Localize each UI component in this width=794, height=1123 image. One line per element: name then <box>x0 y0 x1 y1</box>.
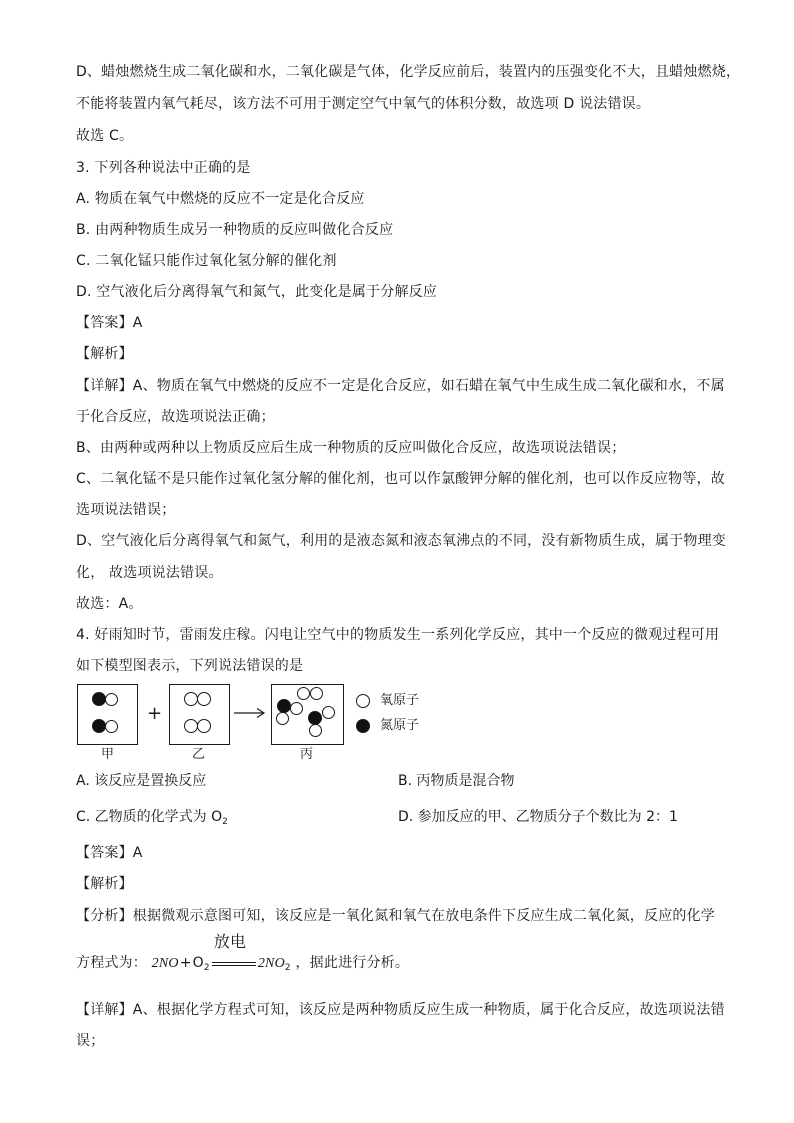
label-yi: 乙 <box>192 747 206 762</box>
detail-text: B、由两种或两种以上物质反应后生成一种物质的反应叫做化合反应，故选项说法错误； <box>76 440 626 456</box>
box-yi <box>169 684 230 745</box>
label-jia: 甲 <box>101 747 115 762</box>
detail-text: 【详解】A、物质在氧气中燃烧的反应不一定是化合反应，如石蜡在氧气中生成生成二氧化碳和水，不属 <box>76 378 725 394</box>
question-4-option-a: A. 该反应是置换反应 <box>76 773 207 789</box>
question-4-stem: 4. 好雨知时节，雷雨发庄稼。闪电让空气中的物质发生一系列化学反应，其中一个反应的微观过程可用 <box>76 627 720 643</box>
equation-line <box>76 932 410 978</box>
legend-nitrogen-icon <box>356 719 370 733</box>
oxygen-atom <box>276 712 289 725</box>
eq-coef: 2 <box>151 956 159 971</box>
eq-condition: 放电 <box>213 932 247 951</box>
oxygen-atom <box>310 687 323 700</box>
analysis-label: 【解析】 <box>76 346 133 362</box>
eq-coef: 2 <box>257 956 266 971</box>
oxygen-atom <box>309 724 322 737</box>
answer-label: 【答案】A <box>76 845 143 861</box>
analysis-label: 【解析】 <box>76 876 133 892</box>
oxygen-atom <box>184 692 198 706</box>
eq-formula: O <box>192 955 204 971</box>
question-4-option-b: B. 丙物质是混合物 <box>398 773 515 789</box>
box-jia <box>77 684 138 745</box>
question-3-option-d: D. 空气液化后分离得氧气和氮气，此变化是属于分解反应 <box>76 284 438 300</box>
nitrogen-atom <box>277 699 291 713</box>
oxygen-atom <box>197 719 211 733</box>
box-bing <box>271 684 344 745</box>
label-bing: 丙 <box>300 747 314 762</box>
question-4-option-d: D. 参加反应的甲、乙物质分子个数比为 2：1 <box>398 809 678 825</box>
plus-sign: + <box>147 703 163 724</box>
text-line: D、蜡烛燃烧生成二氧化碳和水，二氧化碳是气体，化学反应前后，装置内的压强变化不大，且蜡烛燃烧， <box>76 64 741 80</box>
subscript: 2 <box>284 963 291 973</box>
legend-oxygen-icon <box>356 694 370 708</box>
question-3-option-b: B. 由两种物质生成另一种物质的反应叫做化合反应 <box>76 222 394 238</box>
detail-text: C、二氧化锰不是只能作过氧化氢分解的催化剂，也可以作氯酸钾分解的催化剂，也可以作反应物等，故 <box>76 471 725 487</box>
detail-text: 选项说法错误； <box>76 502 176 518</box>
eq-formula: NO <box>158 956 179 971</box>
oxygen-atom <box>184 719 198 733</box>
oxygen-atom <box>105 720 118 733</box>
question-4-stem: 如下模型图表示，下列说法错误的是 <box>76 658 304 674</box>
equation-prefix: 方程式为： <box>76 955 147 971</box>
nitrogen-atom <box>92 692 106 706</box>
selection-text: 故选：A。 <box>76 596 143 612</box>
oxygen-atom <box>105 693 118 706</box>
eq-formula: NO <box>265 956 285 971</box>
question-3-option-a: A. 物质在氧气中燃烧的反应不一定是化合反应 <box>76 191 365 207</box>
detail-text: 【详解】A、根据化学方程式可知，该反应是两种物质反应生成一种物质，属于化合反应，故选项说法错 <box>76 1002 725 1018</box>
text-line: 故选 C。 <box>76 128 134 144</box>
subscript: 2 <box>203 963 210 973</box>
legend-nitrogen-label: 氮原子 <box>380 718 420 733</box>
legend-oxygen-label: 氧原子 <box>380 693 420 708</box>
oxygen-atom <box>297 687 310 700</box>
option-c-text: C. 乙物质的化学式为 O <box>76 809 223 825</box>
analysis-text: 【分析】根据微观示意图可知，该反应是一氧化氮和氧气在放电条件下反应生成二氧化氮，反应的化学 <box>76 908 715 924</box>
question-4-option-c <box>76 807 228 832</box>
eq-plus: + <box>179 955 192 971</box>
detail-text: D、空气液化后分离得氧气和氮气，利用的是液态氮和液态氧沸点的不同，没有新物质生成，属于物理变 <box>76 533 726 549</box>
eq-condition-group <box>212 932 256 973</box>
answer-label: 【答案】A <box>76 315 143 331</box>
detail-text: 误； <box>76 1033 105 1049</box>
detail-text: 化， 故选项说法错误。 <box>76 565 223 581</box>
nitrogen-atom <box>308 711 322 725</box>
question-3-stem: 3. 下列各种说法中正确的是 <box>76 160 251 176</box>
equation-suffix: ，据此进行分析。 <box>295 955 410 971</box>
oxygen-atom <box>322 706 335 719</box>
oxygen-atom <box>290 702 303 715</box>
chemical-equation <box>151 932 291 978</box>
oxygen-atom <box>197 692 211 706</box>
nitrogen-atom <box>92 719 106 733</box>
text-line: 不能将装置内氧气耗尽，该方法不可用于测定空气中氧气的体积分数，故选项 D 说法错误。 <box>76 96 651 112</box>
arrow-icon <box>234 707 266 719</box>
subscript: 2 <box>222 817 228 827</box>
detail-text: 于化合反应，故选项说法正确； <box>76 409 275 425</box>
question-3-option-c: C. 二氧化锰只能作过氧化氢分解的催化剂 <box>76 253 337 269</box>
eq-double-line <box>212 962 256 966</box>
